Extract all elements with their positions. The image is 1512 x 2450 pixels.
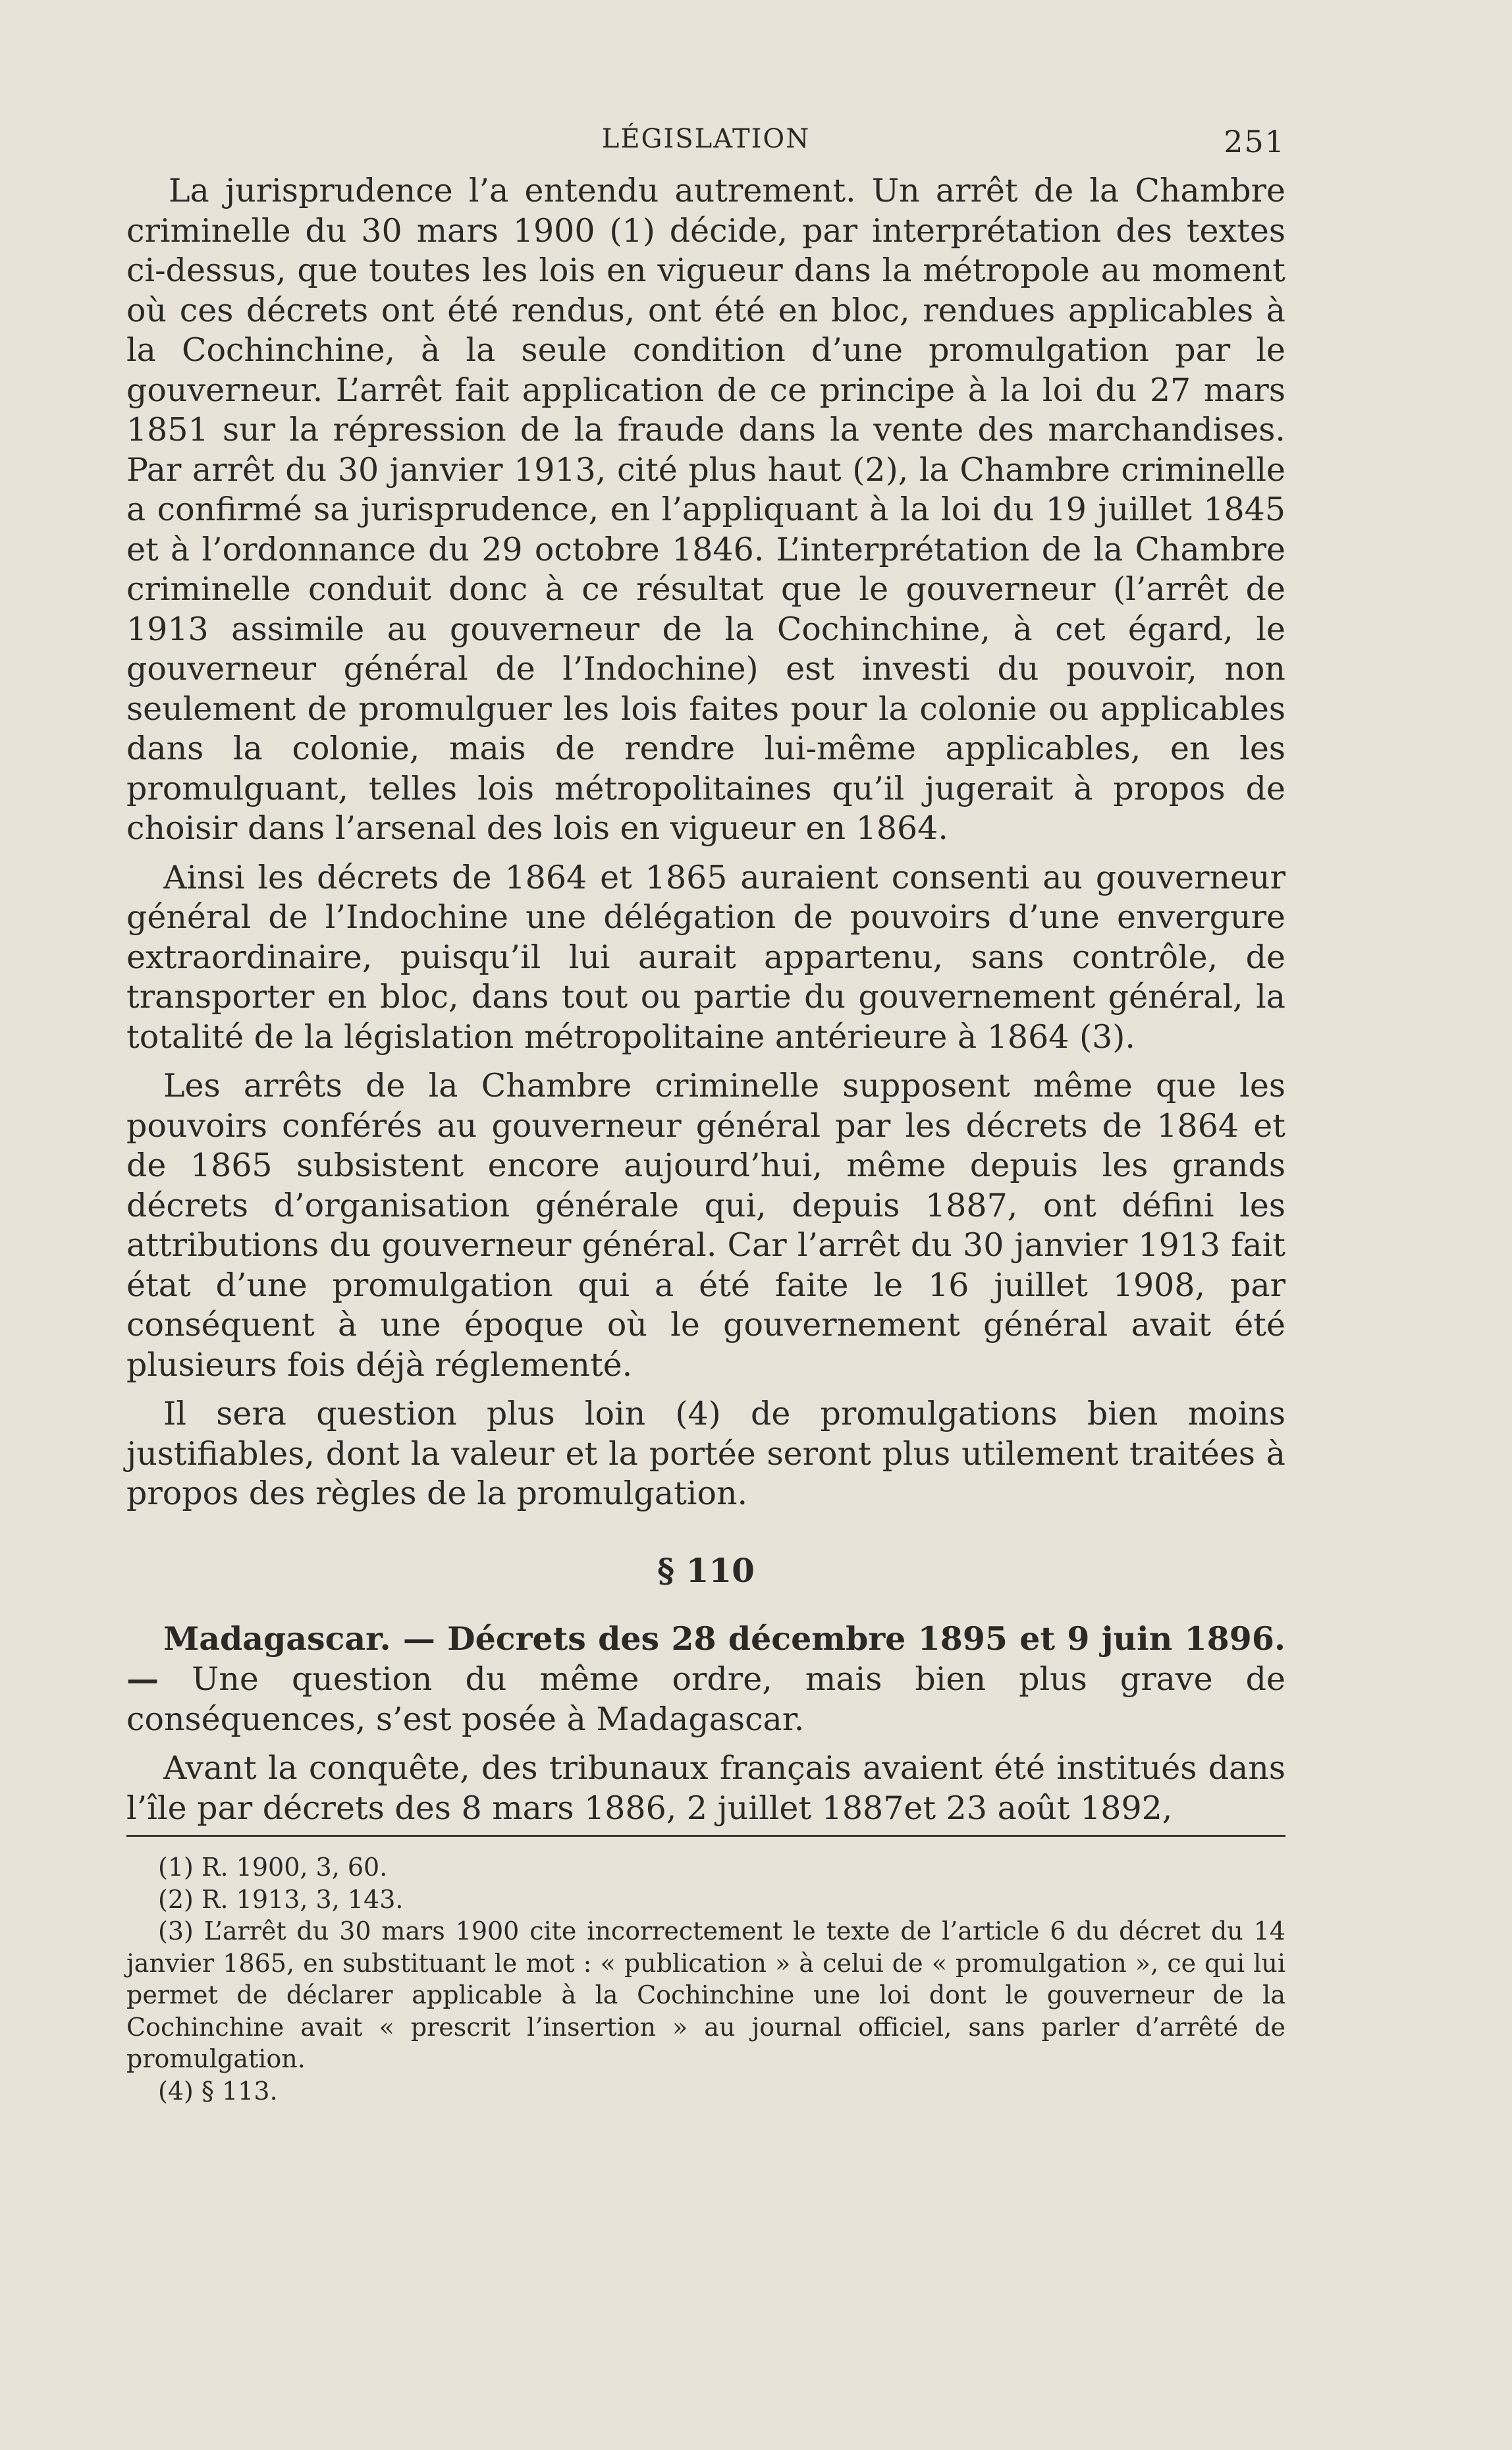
footnote: (3) L’arrêt du 30 mars 1900 cite incorrectement le texte de l’article 6 du décret du 14 janvier 1865, en substituant le mot : « publication » à celui de « promulgation », ce qui lui permet de déclarer applicable à la Cochinchine une loi dont le gouverneur de la Cochinchine avait « prescrit l’insertion » au journal officiel, sans parler d’arrêté de promulgation.	[126, 1917, 1285, 2073]
paragraph: Ainsi les décrets de 1864 et 1865 auraient consenti au gouverneur général de l’Indochine une délégation de pouvoirs d’une envergure extraordinaire, puisqu’il lui aurait appartenu, sans contrôle, de transporter en bloc, dans tout ou partie du gouvernement général, la totalité de la législation métropolitaine antérieure à 1864 (3).	[126, 858, 1285, 1056]
footnote: (1) R. 1900, 3, 60.	[158, 1853, 388, 1882]
running-head	[126, 119, 1285, 171]
body-text	[126, 171, 1285, 1828]
section-heading-text: Une question du même ordre, mais bien plus grave de conséquences, s’est posée à Madagascar.	[126, 1660, 1285, 1738]
book-page	[126, 119, 1285, 2107]
paragraph: Il sera question plus loin (4) de promulgations bien moins justifiables, dont la valeur et la portée seront plus utilement traitées à propos des règles de la promulgation.	[126, 1395, 1285, 1512]
paragraph: Avant la conquête, des tribunaux français avaient été institués dans l’île par décrets des 8 mars 1886, 2 juillet 1887et 23 août 1892,	[126, 1749, 1285, 1827]
footnote: (4) § 113.	[158, 2076, 278, 2106]
footnote: (2) R. 1913, 3, 143.	[158, 1884, 404, 1914]
section-heading: Madagascar. — Décrets des 28 décembre 1895 et 9 juin 1896. —	[126, 1619, 1285, 1698]
paragraph: Les arrêts de la Chambre criminelle supposent même que les pouvoirs conférés au gouverneur général par les décrets de 1864 et de 1865 subsistent encore aujourd’hui, même depuis les grands décrets d’organisation générale qui, depuis 1887, ont défini les attributions du gouverneur général. Car l’arrêt du 30 janvier 1913 fait état d’une promulgation qui a été faite le 16 juillet 1908, par conséquent à une époque où le gouvernement général avait été plusieurs fois déjà réglementé.	[126, 1067, 1285, 1384]
footnote-divider	[126, 1835, 1285, 1837]
running-title: LÉGISLATION	[601, 124, 811, 154]
footnotes	[126, 1851, 1285, 2107]
section-heading-paragraph	[126, 1619, 1285, 1740]
paragraph: La jurisprudence l’a entendu autrement. Un arrêt de la Chambre criminelle du 30 mars 1900 (1) décide, par interprétation des textes ci-dessus, que toutes les lois en vigueur dans la métropole au moment où ces décrets ont été rendus, ont été en bloc, rendues applicables à la Cochinchine, à la seule condition d’une promulgation par le gouverneur. L’arrêt fait application de ce principe à la loi du 27 mars 1851 sur la répression de la fraude dans la vente des marchandises. Par arrêt du 30 janvier 1913, cité plus haut (2), la Chambre criminelle a confirmé sa jurisprudence, en l’appliquant à la loi du 19 juillet 1845 et à l’ordonnance du 29 octobre 1846. L’interprétation de la Chambre criminelle conduit donc à ce résultat que le gouverneur (l’arrêt de 1913 assimile au gouverneur de la Cochinchine, à cet égard, le gouverneur général de l’Indochine) est investi du pouvoir, non seulement de promulguer les lois faites pour la colonie ou applicables dans la colonie, mais de rendre lui-même applicables, en les promulguant, telles lois métropolitaines qu’il jugerait à propos de choisir dans l’arsenal des lois en vigueur en 1864.	[126, 172, 1285, 847]
page-number: 251	[1224, 124, 1285, 159]
section-number: § 110	[657, 1550, 755, 1590]
